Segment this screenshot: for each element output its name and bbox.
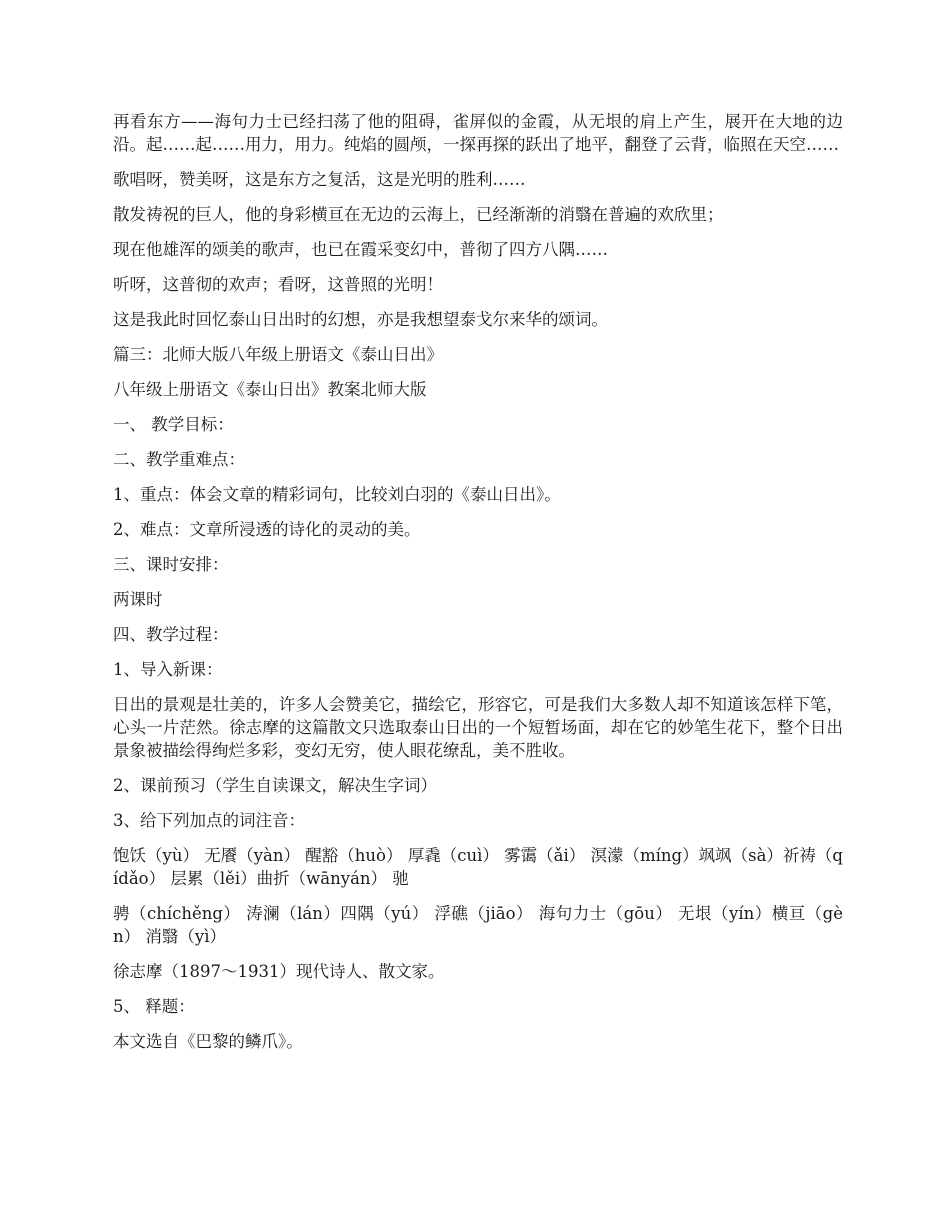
vocabulary-list-part-two: 骋（chíchěng） 涛澜（lán）四隅（yú） 浮礁（jiāo） 海句力士（gōu） 无垠（yín）横亘（gèn） 消翳（yì） [113,904,843,946]
schedule-value: 两课时 [113,590,163,609]
list-item-difficult-point: 2、难点：文章所浸透的诗化的灵动的美。 [113,520,421,539]
step-title-explanation: 5、 释题： [113,997,195,1016]
step-preview: 2、课前预习（学生自读课文，解决生字词） [113,776,437,795]
author-note: 徐志摩（1897～1931）现代诗人、散文家。 [113,962,445,981]
paragraph-poem-closing: 这是我此时回忆泰山日出时的幻想，亦是我想望泰戈尔来华的颂词。 [113,310,608,329]
paragraph-poem-east: 再看东方——海句力士已经扫荡了他的阻碍，雀屏似的金霞，从无垠的肩上产生，展开在大地的边沿。起……起……用力，用力。纯焰的圆颅，一探再探的跃出了地平，翻登了云背，临照在天空…… [113,112,843,154]
lesson-plan-title: 八年级上册语文《泰山日出》教案北师大版 [113,380,427,399]
heading-teaching-process: 四、教学过程： [113,625,229,644]
paragraph-poem-giant: 散发祷祝的巨人，他的身彩横亘在无边的云海上，已经渐渐的消翳在普遍的欢欣里； [113,205,724,224]
step-introduction: 1、导入新课： [113,660,223,679]
list-item-key-point: 1、重点：体会文章的精彩词句，比较刘白羽的《泰山日出》。 [113,485,561,504]
section-title-part-three: 篇三：北师大版八年级上册语文《泰山日出》 [113,345,443,364]
paragraph-poem-listen: 听呀，这普彻的欢声；看呀，这普照的光明！ [113,275,443,294]
heading-schedule: 三、课时安排： [113,555,229,574]
paragraph-poem-voice: 现在他雄浑的颂美的歌声，也已在霞采变幻中，普彻了四方八隅…… [113,240,608,259]
document-body [113,110,843,1065]
source-note: 本文选自《巴黎的鳞爪》。 [113,1032,303,1051]
heading-teaching-goals: 一、 教学目标： [113,415,234,434]
step-pronunciation: 3、给下列加点的词注音： [113,811,305,830]
heading-key-points: 二、教学重难点： [113,450,245,469]
vocabulary-list-part-one: 饱饫（yù） 无餍（yàn） 醒豁（huò） 厚毳（cuì） 雾霭（ǎi） 溟濛（míng）飒飒（sà）祈祷（qídǎo） 层累（lěi）曲折（wānyán） 驰 [113,846,843,888]
paragraph-introduction-body: 日出的景观是壮美的，许多人会赞美它，描绘它，形容它，可是我们大多数人却不知道该怎样下笔，心头一片茫然。徐志摩的这篇散文只选取泰山日出的一个短暂场面，却在它的妙笔生花下，整个日出景象被描绘得绚烂多彩，变幻无穷，使人眼花缭乱，美不胜收。 [113,695,843,760]
paragraph-poem-sing: 歌唱呀，赞美呀，这是东方之复活，这是光明的胜利…… [113,170,526,189]
